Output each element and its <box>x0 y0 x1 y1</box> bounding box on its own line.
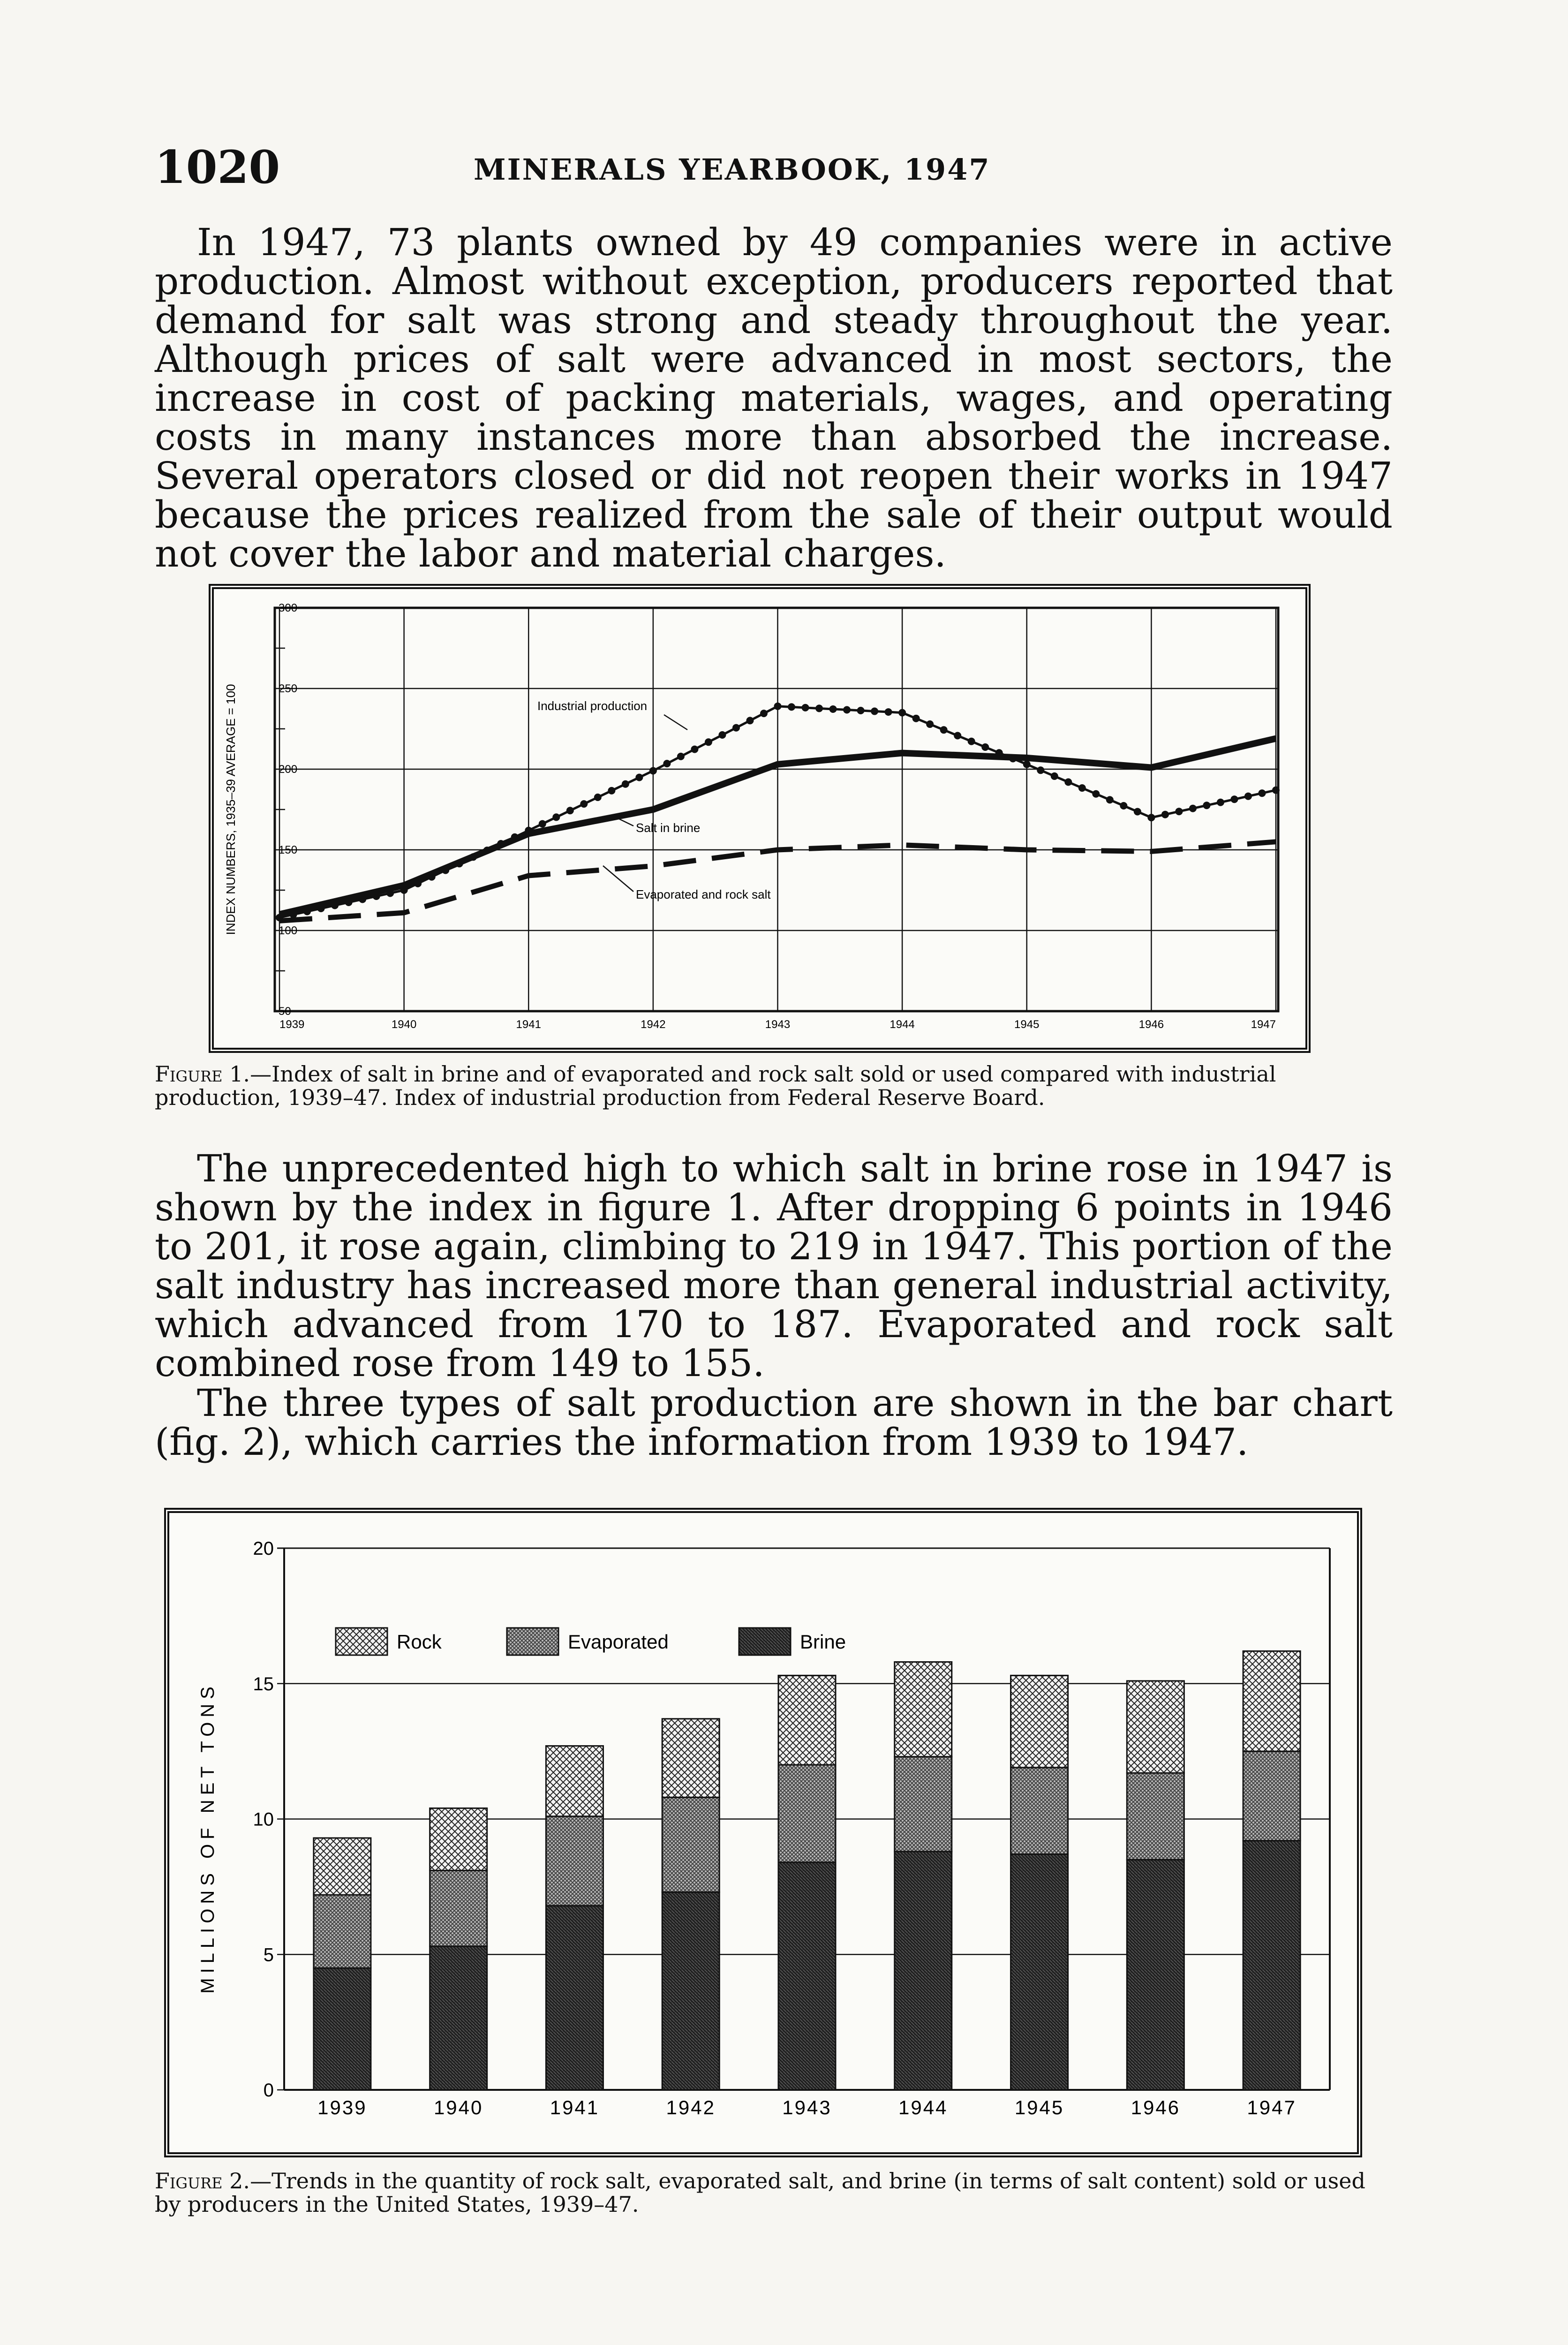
industrial-production-dot <box>968 738 975 745</box>
industrial-production-dot <box>718 731 726 739</box>
bar-brine-1942 <box>662 1892 719 2090</box>
industrial-production-dot <box>705 738 712 746</box>
bar-brine-1941 <box>546 1906 603 2090</box>
industrial-production-dot <box>871 708 878 715</box>
x-tick-label: 1941 <box>516 1018 541 1031</box>
bar-evaporated-1945 <box>1011 1768 1068 1854</box>
bar-rock-1947 <box>1243 1651 1300 1751</box>
x-tick-label: 1941 <box>550 2096 600 2118</box>
bar-evaporated-1944 <box>895 1757 952 1852</box>
figure-2-caption <box>155 2169 1393 2216</box>
bar-rock-1944 <box>895 1662 952 1757</box>
industrial-production-dot <box>1023 761 1031 768</box>
y-tick-label: 15 <box>253 1673 274 1694</box>
x-tick-label: 1942 <box>666 2096 716 2118</box>
industrial-production-dot <box>829 705 837 713</box>
industrial-production-dot <box>1272 787 1280 794</box>
figure-2-caption-label: Figure 2. <box>155 2168 250 2194</box>
running-head: MINERALS YEARBOOK, 1947 <box>474 152 991 187</box>
industrial-production-dot <box>732 724 740 732</box>
industrial-production-dot <box>746 717 754 724</box>
x-tick-label: 1944 <box>890 1018 915 1031</box>
industrial-production-dot <box>1106 796 1114 803</box>
x-tick-label: 1947 <box>1247 2096 1297 2118</box>
y-tick-label: 10 <box>253 1809 274 1830</box>
industrial-production-dot <box>608 787 615 794</box>
figure-1-caption-text: —Index of salt in brine and of evaporated and rock salt sold or used compared with industrial production, 1939–47. Index of industrial production from Federal Reserve Board. <box>155 1061 1276 1110</box>
bar-rock-1939 <box>314 1838 371 1895</box>
annotation-label: Evaporated and rock salt <box>636 887 771 901</box>
figure-1-caption <box>155 1062 1393 1109</box>
bar-evaporated-1942 <box>662 1797 719 1892</box>
industrial-production-dot <box>580 800 588 808</box>
paragraph-index: The unprecedented high to which salt in brine rose in 1947 is shown by the index in figure 1. After dropping 6 points in 1946 to 201, it rose again, climbing to 219 in 1947. This portion of the salt industry has increased more than general industrial activity, which advanced from 170 to 187. Evaporated and rock salt combined rose from 149 to 155. <box>155 1147 1393 1385</box>
bar-rock-1940 <box>430 1808 487 1870</box>
bar-evaporated-1941 <box>546 1816 603 1906</box>
annotation-leader <box>617 818 633 826</box>
figure-2-caption-text: —Trends in the quantity of rock salt, evaporated salt, and brine (in terms of salt content) sold or used by producers in the United States, 1939–47. <box>155 2168 1365 2217</box>
industrial-production-dot <box>1203 802 1210 809</box>
industrial-production-dot <box>1189 805 1197 812</box>
x-tick-label: 1939 <box>317 2096 367 2118</box>
industrial-production-dot <box>1078 784 1086 792</box>
industrial-production-dot <box>635 774 643 781</box>
bar-brine-1940 <box>430 1946 487 2090</box>
industrial-production-dot <box>885 708 892 716</box>
x-tick-label: 1939 <box>279 1018 305 1031</box>
paragraph-intro: In 1947, 73 plants owned by 49 companies were in active production. Almost without exception, producers reported that demand for salt was strong and steady throughout the year. Although prices of salt were advanced in most sectors, the increase in cost of packing materials, wages, and operating costs in many instances more than absorbed the increase. Several operators closed or did not reopen their works in 1947 because the prices realized from the sale of their output would not cover the labor and material charges. <box>155 220 1393 575</box>
legend-label-brine: Brine <box>800 1631 846 1653</box>
annotation-label: Industrial production <box>537 699 648 713</box>
industrial-production-dot <box>898 709 906 717</box>
industrial-production-dot <box>843 706 851 713</box>
industrial-production-dot <box>774 703 782 710</box>
industrial-production-dot <box>1147 814 1155 821</box>
x-tick-label: 1945 <box>1014 2096 1064 2118</box>
figure-2-bar-chart <box>169 1513 1357 2152</box>
bar-brine-1947 <box>1243 1841 1300 2090</box>
bar-brine-1946 <box>1127 1860 1184 2090</box>
bar-evaporated-1939 <box>314 1895 371 1968</box>
legend-swatch-evaporated <box>507 1628 558 1655</box>
bar-evaporated-1946 <box>1127 1773 1184 1860</box>
page-header <box>155 141 1393 192</box>
industrial-production-dot <box>1092 790 1100 798</box>
legend-swatch-brine <box>739 1628 791 1655</box>
y-tick-label: 0 <box>263 2080 274 2101</box>
industrial-production-dot <box>649 767 657 774</box>
bar-rock-1941 <box>546 1746 603 1816</box>
legend-swatch-rock <box>336 1628 387 1655</box>
industrial-production-dot <box>1134 808 1141 816</box>
industrial-production-dot <box>1230 795 1238 803</box>
y-tick-label: 50 <box>279 1005 291 1018</box>
industrial-production-dot <box>1175 808 1183 815</box>
industrial-production-dot <box>1258 789 1266 797</box>
industrial-production-dot <box>802 704 809 711</box>
y-tick-label: 250 <box>279 682 298 695</box>
x-tick-label: 1944 <box>898 2096 948 2118</box>
legend-label-rock: Rock <box>397 1631 442 1653</box>
industrial-production-dot <box>622 780 629 788</box>
bar-evaporated-1940 <box>430 1870 487 1946</box>
x-tick-label: 1947 <box>1251 1018 1276 1031</box>
industrial-production-dot <box>760 710 768 717</box>
y-tick-label: 300 <box>279 602 298 614</box>
y-tick-label: 150 <box>279 844 298 856</box>
y-tick-label: 200 <box>279 763 298 776</box>
bar-evaporated-1943 <box>778 1765 836 1862</box>
industrial-production-dot <box>1051 772 1058 780</box>
annotation-label: Salt in brine <box>636 821 701 835</box>
industrial-production-dot <box>552 813 560 821</box>
bar-brine-1944 <box>895 1852 952 2090</box>
annotation-leader <box>664 715 687 730</box>
industrial-production-dot <box>954 732 961 740</box>
x-tick-label: 1943 <box>765 1018 791 1031</box>
x-tick-label: 1946 <box>1131 2096 1181 2118</box>
industrial-production-dot <box>940 726 948 734</box>
industrial-production-dot <box>815 704 823 712</box>
industrial-production-dot <box>677 753 685 760</box>
x-tick-label: 1943 <box>782 2096 832 2118</box>
y-axis-label: MILLIONS OF NET TONS <box>197 1682 218 1994</box>
x-tick-label: 1946 <box>1138 1018 1164 1031</box>
bar-brine-1945 <box>1011 1854 1068 2090</box>
x-tick-label: 1945 <box>1014 1018 1040 1031</box>
page-number: 1020 <box>155 141 280 194</box>
industrial-production-dot <box>1037 766 1044 774</box>
industrial-production-dot <box>981 743 989 751</box>
industrial-production-dot <box>857 707 865 714</box>
industrial-production-dot <box>663 760 671 767</box>
legend-label-evaporated: Evaporated <box>568 1631 669 1653</box>
industrial-production-dot <box>1244 793 1252 800</box>
y-tick-label: 20 <box>253 1538 274 1559</box>
bar-evaporated-1947 <box>1243 1751 1300 1841</box>
industrial-production-dot <box>1064 779 1072 786</box>
y-tick-label: 5 <box>263 1944 274 1966</box>
bar-rock-1943 <box>778 1675 836 1765</box>
industrial-production-dot <box>566 807 574 814</box>
industrial-production-dot <box>926 720 934 728</box>
industrial-production-dot <box>788 703 795 711</box>
industrial-production-dot <box>594 794 602 801</box>
industrial-production-dot <box>1217 799 1224 806</box>
x-tick-label: 1940 <box>433 2096 483 2118</box>
x-tick-label: 1940 <box>391 1018 417 1031</box>
y-tick-label: 100 <box>279 924 298 937</box>
bar-brine-1939 <box>314 1968 371 2090</box>
figure-1-frame <box>209 584 1311 1053</box>
figure-1-caption-label: Figure 1. <box>155 1061 250 1087</box>
industrial-production-dot <box>539 820 546 828</box>
bar-rock-1945 <box>1011 1675 1068 1767</box>
industrial-production-dot <box>1120 802 1127 809</box>
bar-rock-1946 <box>1127 1681 1184 1773</box>
paragraph-barchart-intro: The three types of salt production are shown in the bar chart (fig. 2), which carries the information from 1939 to 1947. <box>155 1381 1393 1464</box>
bar-brine-1943 <box>778 1862 836 2090</box>
bar-rock-1942 <box>662 1719 719 1797</box>
plot-area-border <box>275 608 1278 1011</box>
y-axis-label: INDEX NUMBERS, 1935–39 AVERAGE = 100 <box>224 684 238 935</box>
industrial-production-dot <box>912 715 920 722</box>
x-tick-label: 1942 <box>641 1018 666 1031</box>
figure-1-line-chart <box>214 589 1305 1048</box>
figure-2-frame <box>164 1508 1362 2157</box>
industrial-production-dot <box>691 746 698 753</box>
industrial-production-dot <box>1161 811 1169 818</box>
